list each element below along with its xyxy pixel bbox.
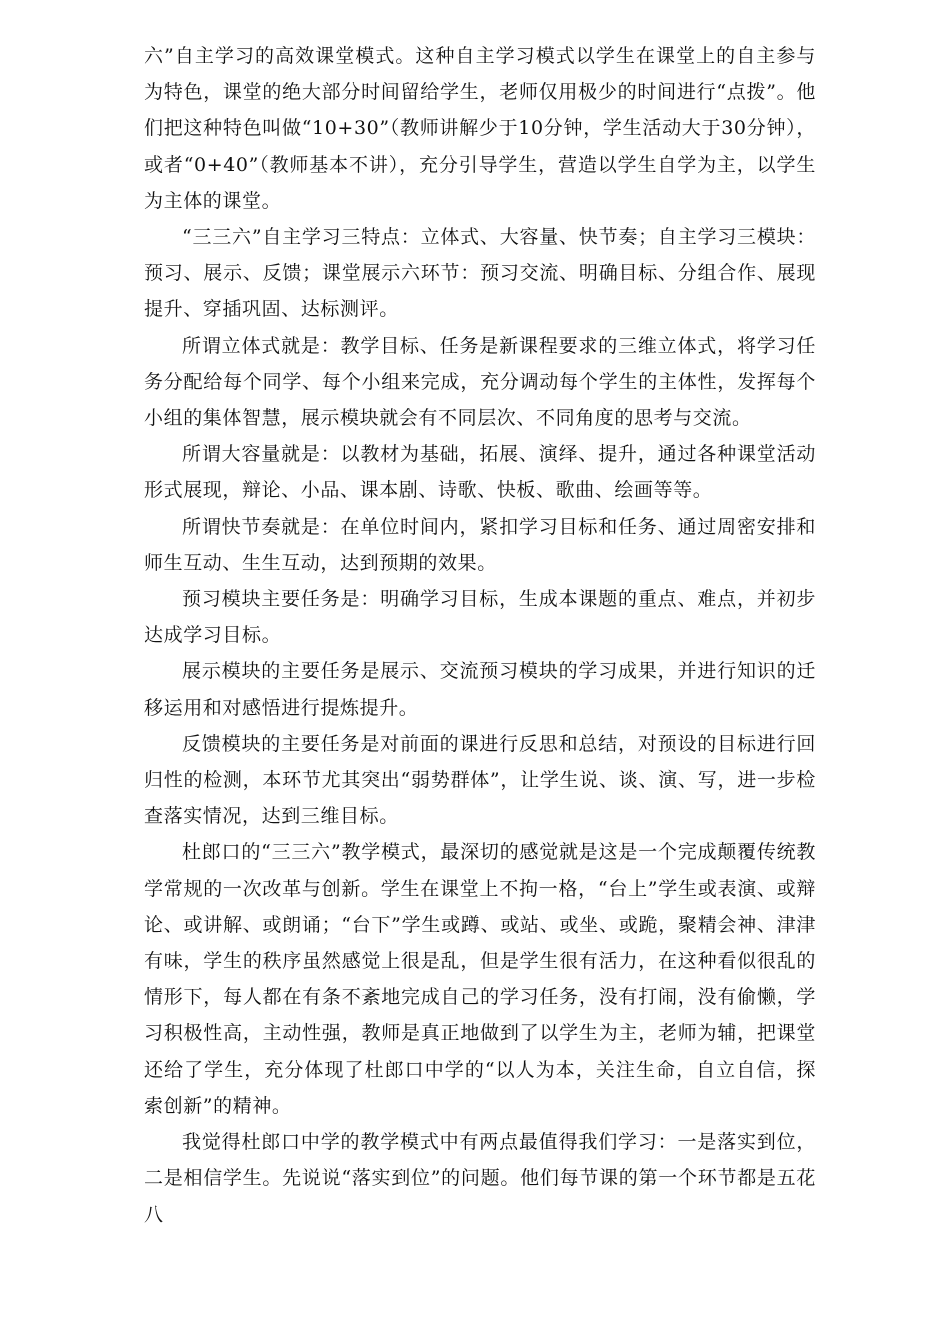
paragraph-fast-pace: 所谓快节奏就是：在单位时间内，紧扣学习目标和任务、通过周密安排和师生互动、生生互动，达到预期的效果。 [144,515,816,574]
paragraph-lessons: 我觉得杜郎口中学的教学模式中有两点最值得我们学习：一是落实到位，二是相信学生。先说说“落实到位”的问题。他们每节课的第一个环节都是五花八 [144,1131,816,1226]
paragraph-large-capacity: 所谓大容量就是：以教材为基础，拓展、演绎、提升，通过各种课堂活动形式展现，辩论、小品、课本剧、诗歌、快板、歌曲、绘画等等。 [144,443,816,502]
paragraph-impression: 杜郎口的“三三六”教学模式，最深切的感觉就是这是一个完成颠覆传统教学常规的一次改革与创新。学生在课堂上不拘一格，“台上”学生或表演、或辩论、或讲解、或朗诵；“台下”学生或蹲、或站、或坐、或跪，聚精会神、津津有味，学生的秩序虽然感觉上很是乱，但是学生很有活力，在这种看似很乱的情形下，每人都在有条不紊地完成自己的学习任务，没有打闹，没有偷懒，学习积极性高，主动性强，教师是真正地做到了以学生为主，老师为辅，把课堂还给了学生，充分体现了杜郎口中学的“以人为本，关注生命，自立自信，探索创新”的精神。 [144,841,816,1117]
paragraph-three-features: “三三六”自主学习三特点：立体式、大容量、快节奏；自主学习三模块：预习、展示、反馈；课堂展示六环节：预习交流、明确目标、分组合作、展现提升、穿插巩固、达标测评。 [144,226,816,321]
document-body [144,38,816,1233]
paragraph-preview-module: 预习模块主要任务是：明确学习目标，生成本课题的重点、难点，并初步达成学习目标。 [144,588,816,647]
paragraph-feedback-module: 反馈模块的主要任务是对前面的课进行反思和总结，对预设的目标进行回归性的检测，本环节尤其突出“弱势群体”，让学生说、谈、演、写，进一步检查落实情况，达到三维目标。 [144,732,816,828]
paragraph-display-module: 展示模块的主要任务是展示、交流预习模块的学习成果，并进行知识的迁移运用和对感悟进行提炼提升。 [144,660,816,719]
paragraph-continuation: 六”自主学习的高效课堂模式。这种自主学习模式以学生在课堂上的自主参与为特色，课堂的绝大部分时间留给学生，老师仅用极少的时间进行“点拨”。他们把这种特色叫做“10+30”（教师讲解少于10分钟，学生活动大于30分钟），或者“0+40”（教师基本不讲），充分引导学生，营造以学生自学为主，以学生为主体的课堂。 [144,45,816,212]
paragraph-three-dimensional: 所谓立体式就是：教学目标、任务是新课程要求的三维立体式，将学习任务分配给每个同学、每个小组来完成，充分调动每个学生的主体性，发挥每个小组的集体智慧，展示模块就会有不同层次、不同角度的思考与交流。 [144,334,816,430]
